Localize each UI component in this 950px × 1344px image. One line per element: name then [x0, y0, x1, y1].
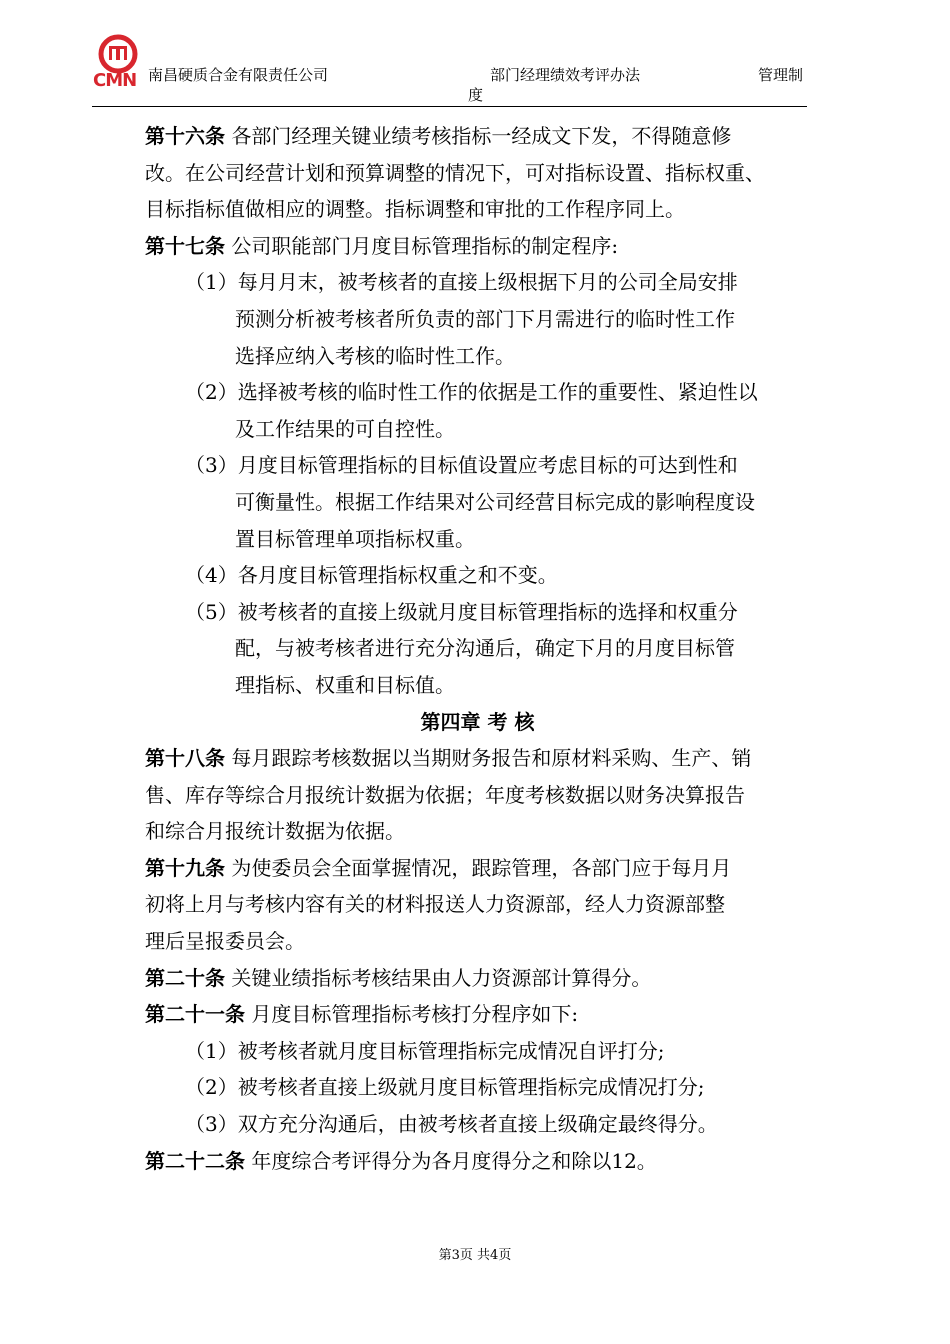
- list-item: （1）被考核者就月度目标管理指标完成情况自评打分;: [185, 1038, 665, 1063]
- page-number: 第3页 共4页: [438, 1248, 512, 1263]
- list-item-cont: 及工作结果的可自控性。: [235, 416, 455, 441]
- article-18-line: 售、库存等综合月报统计数据为依据；年度考核数据以财务决算报告: [145, 782, 745, 807]
- article-title: 第二十一条: [145, 1002, 245, 1027]
- article-title: 第十八条: [145, 746, 225, 771]
- list-item-cont: 置目标管理单项指标权重。: [235, 526, 475, 551]
- article-19-line: 第十九条 为使委员会全面掌握情况，跟踪管理，各部门应于每月月: [145, 855, 732, 880]
- article-18-line: 和综合月报统计数据为依据。: [145, 819, 405, 844]
- document-title-wrap: 度: [468, 86, 484, 104]
- document-body: [145, 118, 810, 1179]
- list-item-cont: 配，与被考核者进行充分沟通后，确定下月的月度目标管: [235, 636, 735, 661]
- article-21-line: 第二十一条 月度目标管理指标考核打分程序如下:: [145, 1002, 579, 1027]
- article-title: 第二十条: [145, 965, 225, 990]
- list-item-cont: 可衡量性。根据工作结果对公司经营目标完成的影响程度设: [235, 489, 755, 514]
- article-title: 第十六条: [145, 124, 225, 148]
- document-title: 部门经理绩效考评办法: [490, 66, 641, 84]
- article-22-line: 第二十二条 年度综合考评得分为各月度得分之和除以12。: [145, 1148, 657, 1173]
- list-item: （2）选择被考核的临时性工作的依据是工作的重要性、紧迫性以: [185, 380, 758, 405]
- article-20-line: 第二十条 关键业绩指标考核结果由人力资源部计算得分。: [145, 965, 652, 990]
- article-title: 第二十二条: [145, 1148, 245, 1173]
- article-19-line: 理后呈报委员会。: [145, 929, 305, 954]
- article-18-line: 第十八条 每月跟踪考核数据以当期财务报告和原材料采购、生产、销: [145, 746, 752, 771]
- article-title: 第十九条: [145, 855, 225, 880]
- logo-text: CMN: [93, 70, 137, 91]
- list-item: （5）被考核者的直接上级就月度目标管理指标的选择和权重分: [185, 599, 738, 624]
- article-16-line: 目标指标值做相应的调整。指标调整和审批的工作程序同上。: [145, 197, 685, 222]
- list-item: （3）月度目标管理指标的目标值设置应考虑目标的可达到性和: [185, 453, 738, 478]
- list-item: （2）被考核者直接上级就月度目标管理指标完成情况打分;: [185, 1075, 705, 1100]
- article-19-line: 初将上月与考核内容有关的材料报送人力资源部，经人力资源部整: [145, 892, 725, 917]
- chapter-heading: 第四章 考 核: [420, 709, 535, 734]
- list-item-cont: 预测分析被考核者所负责的部门下月需进行的临时性工作: [235, 306, 735, 331]
- list-item-cont: 理指标、权重和目标值。: [235, 672, 455, 697]
- page-header: [92, 30, 807, 107]
- document-type: 管理制: [758, 66, 804, 84]
- article-17-line: 第十七条 公司职能部门月度目标管理指标的制定程序:: [145, 233, 619, 258]
- article-title: 第十七条: [145, 233, 225, 258]
- list-item-cont: 选择应纳入考核的临时性工作。: [235, 343, 515, 368]
- article-16-line: 改。在公司经营计划和预算调整的情况下，可对指标设置、指标权重、: [145, 160, 765, 185]
- company-name: 南昌硬质合金有限责任公司: [148, 66, 329, 84]
- list-item: （4）各月度目标管理指标权重之和不变。: [185, 563, 558, 588]
- article-16-line: 第十六条 各部门经理关键业绩考核指标一经成文下发，不得随意修: [145, 124, 732, 148]
- list-item: （3）双方充分沟通后，由被考核者直接上级确定最终得分。: [185, 1112, 718, 1137]
- list-item: （1）每月月末，被考核者的直接上级根据下月的公司全局安排: [185, 270, 738, 295]
